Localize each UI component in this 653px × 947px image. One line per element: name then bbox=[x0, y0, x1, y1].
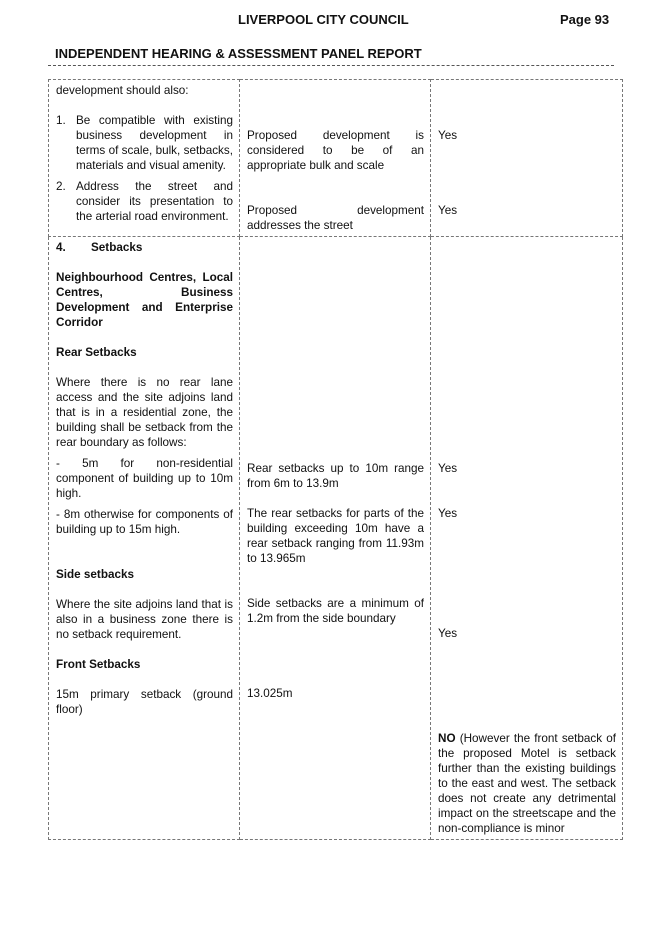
list-item bbox=[56, 179, 233, 224]
result-text: Yes bbox=[438, 204, 458, 217]
front-setbacks-heading: Front Setbacks bbox=[56, 658, 141, 671]
result-cell bbox=[431, 80, 623, 237]
rear-setbacks-heading: Rear Setbacks bbox=[56, 346, 137, 359]
result-flag: NO bbox=[438, 732, 456, 745]
rear-setback-item: - 5m for non-residential component of building up to 10m high. bbox=[56, 457, 233, 500]
section-title: Setbacks bbox=[91, 241, 143, 254]
zones-heading: Neighbourhood Centres, Local Centres, Business Development and Enterprise Corridor bbox=[56, 271, 233, 329]
page-header bbox=[0, 12, 653, 32]
front-setbacks-text: 15m primary setback (ground floor) bbox=[56, 688, 233, 716]
control-cell bbox=[49, 80, 240, 237]
side-setbacks-heading: Side setbacks bbox=[56, 568, 134, 581]
result-text: Yes bbox=[438, 129, 458, 142]
front-result bbox=[438, 731, 616, 836]
result-explanation: (However the front setback of the proposed Motel is setback further than the existing buildings to the east and west. The setback does not create any detrimental impact on the streetscape and the non-compliance is minor bbox=[438, 732, 616, 835]
list-text: Be compatible with existing business development in terms of scale, bulk, setbacks, materials and visual amenity. bbox=[76, 114, 233, 172]
result-text: Yes bbox=[438, 507, 458, 520]
compliance-table bbox=[48, 79, 623, 840]
side-setbacks-text: Where the site adjoins land that is also in a business zone there is no setback requirement. bbox=[56, 598, 233, 641]
table-row bbox=[49, 80, 623, 237]
list-number: 2. bbox=[56, 180, 66, 193]
section-number: 4. bbox=[56, 241, 66, 254]
page-number: Page 93 bbox=[560, 12, 610, 27]
intro-text: development should also: bbox=[56, 84, 189, 97]
rear-setback-item: - 8m otherwise for components of building up to 15m high. bbox=[56, 508, 233, 536]
section-heading bbox=[56, 240, 233, 255]
control-cell bbox=[49, 237, 240, 840]
comment-text: The rear setbacks for parts of the building exceeding 10m have a rear setback ranging from 11.93m to 13.965m bbox=[247, 507, 424, 565]
result-cell bbox=[431, 237, 623, 840]
comment-text: Proposed development is considered to be of an appropriate bulk and scale bbox=[247, 129, 424, 172]
result-text: Yes bbox=[438, 462, 458, 475]
report-title: INDEPENDENT HEARING & ASSESSMENT PANEL REPORT bbox=[55, 46, 422, 61]
comment-cell bbox=[240, 80, 431, 237]
list-number: 1. bbox=[56, 114, 66, 127]
rear-setbacks-text: Where there is no rear lane access and the site adjoins land that is in a residential zone, the building shall be setback from the rear boundary as follows: bbox=[56, 376, 233, 449]
table-row bbox=[49, 237, 623, 840]
header-divider bbox=[48, 65, 614, 66]
comment-text: Rear setbacks up to 10m range from 6m to 13.9m bbox=[247, 462, 424, 490]
comment-text: Proposed development addresses the street bbox=[247, 204, 424, 232]
comment-cell bbox=[240, 237, 431, 840]
comment-text: Side setbacks are a minimum of 1.2m from the side boundary bbox=[247, 597, 424, 625]
list-item bbox=[56, 113, 233, 173]
list-text: Address the street and consider its presentation to the arterial road environment. bbox=[76, 180, 233, 223]
comment-text: 13.025m bbox=[247, 687, 293, 700]
result-text: Yes bbox=[438, 627, 458, 640]
council-name: LIVERPOOL CITY COUNCIL bbox=[238, 12, 409, 27]
